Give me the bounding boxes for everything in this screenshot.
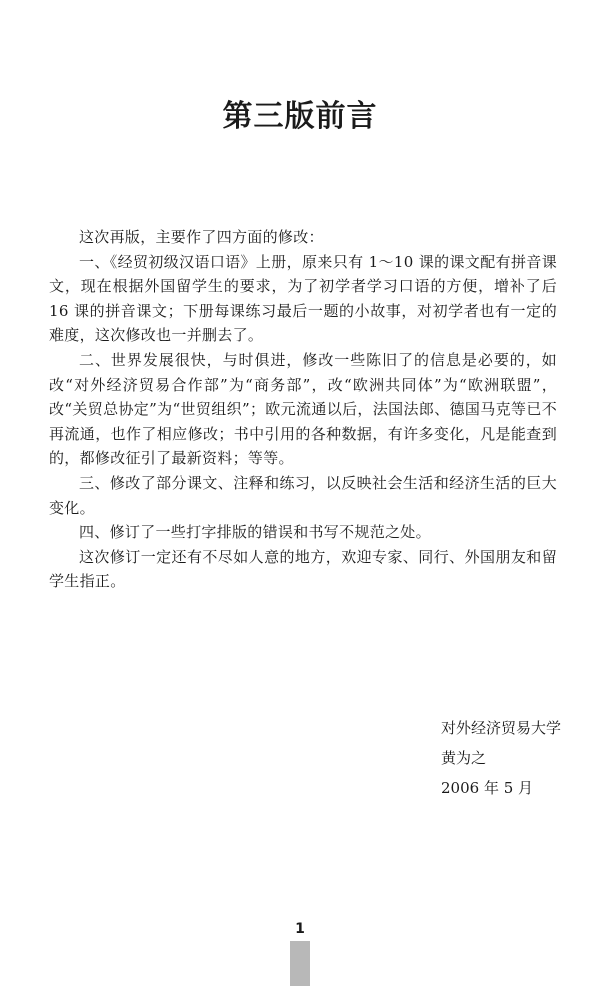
- page-tab-marker: [290, 941, 310, 986]
- paragraph-closing: 这次修订一定还有不尽如人意的地方，欢迎专家、同行、外国朋友和留学生指正。: [49, 547, 557, 591]
- paragraph-item-3: 三、修改了部分课文、注释和练习，以反映社会生活和经济生活的巨大变化。: [49, 473, 557, 517]
- signature-block: [441, 713, 581, 803]
- signature-date: 2006 年 5 月: [441, 779, 534, 797]
- paragraph-item-2: 二、世界发展很快，与时俱进，修改一些陈旧了的信息是必要的，如改“对外经济贸易合作部”为“商务部”，改“欧洲共同体”为“欧洲联盟”，改“关贸总协定”为“世贸组织”；欧元流通以后，法国法郎、德国马克等已不再流通，也作了相应修改；书中引用的各种数据，有许多变化，凡是能查到的，都修改征引了最新资料；等等。: [49, 350, 557, 468]
- signature-author: 黄为之: [441, 749, 487, 767]
- page-number: 1: [295, 921, 305, 937]
- preface-body: [49, 225, 557, 594]
- signature-institution: 对外经济贸易大学: [441, 719, 562, 737]
- paragraph-item-4: 四、修订了一些打字排版的错误和书写不规范之处。: [79, 523, 431, 542]
- page-title: 第三版前言: [222, 99, 378, 134]
- paragraph-item-1: 一、《经贸初级汉语口语》上册，原来只有 1～10 课的课文配有拼音课文，现在根据外国留学生的要求，为了初学者学习口语的方便，增补了后 16 课的拼音课文；下册每课练习最后一题的小故事，对初学者也有一定的难度，这次修改也一并删去了。: [49, 252, 557, 345]
- paragraph-intro: 这次再版，主要作了四方面的修改：: [79, 228, 324, 246]
